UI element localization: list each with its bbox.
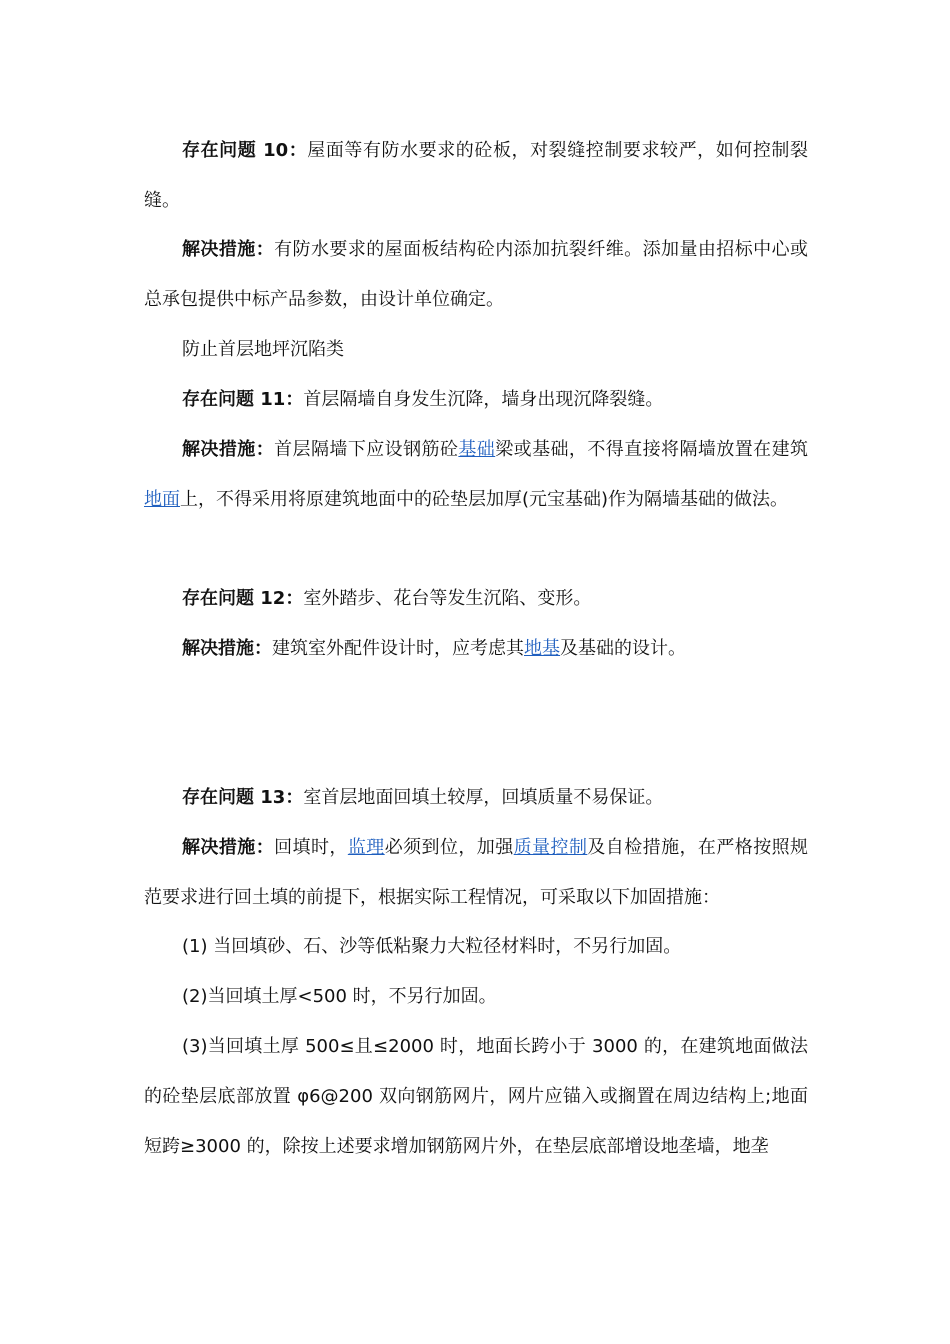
link-jichu[interactable]: 基础 [458, 439, 496, 460]
list-item-3: (3)当回填土厚 500≤且≤2000 时，地面长跨小于 3000 的，在建筑地面做法的砼垫层底部放置 φ6@200 双向钢筋网片，网片应锚入或搁置在周边结构上;地面短跨≥3000 的，除按上述要求增加钢筋网片外，在垫层底部增设地垄墙，地垄 [144, 1036, 808, 1157]
solution-11 [144, 425, 808, 525]
problem-13-label: 存在问题 13： [182, 787, 304, 808]
solution-11-label: 解决措施： [182, 439, 275, 460]
solution-12 [144, 624, 808, 674]
link-jianli[interactable]: 监理 [347, 837, 385, 858]
solution-11-text-2: 梁或基础，不得直接将隔墙放置在建筑 [495, 439, 809, 460]
solution-13-text-3: 及自检措施，在严格按照规范要求进行回土填的前提下，根据实际工程情况，可采取以下加固措施： [144, 837, 809, 908]
solution-12-text-1: 建筑室外配件设计时，应考虑其 [272, 638, 524, 659]
problem-13-text: 室首层地面回填土较厚，回填质量不易保证。 [303, 787, 664, 808]
problem-13 [144, 773, 808, 823]
solution-13-label: 解决措施： [182, 837, 275, 858]
solution-12-text-2: 及基础的设计。 [560, 638, 686, 659]
section-heading: 防止首层地坪沉陷类 [182, 339, 344, 360]
problem-10-label: 存在问题 10： [182, 140, 308, 161]
solution-10-label: 解决措施： [182, 239, 275, 260]
list-item-2: (2)当回填土厚<500 时，不另行加固。 [182, 986, 497, 1007]
problem-10-text: 屋面等有防水要求的砼板，对裂缝控制要求较严，如何控制裂缝。 [144, 140, 808, 211]
solution-12-label: 解决措施： [182, 638, 272, 659]
solution-11-text-1: 首层隔墙下应设钢筋砼 [274, 439, 459, 460]
problem-12-text: 室外踏步、花台等发生沉陷、变形。 [303, 588, 592, 609]
problem-10 [144, 126, 808, 226]
list-item-1: (1) 当回填砂、石、沙等低粘聚力大粒径材料时，不另行加固。 [182, 936, 682, 957]
solution-10 [144, 225, 808, 325]
solution-10-text: 有防水要求的屋面板结构砼内添加抗裂纤维。添加量由招标中心或总承包提供中标产品参数，由设计单位确定。 [144, 239, 809, 310]
problem-11 [144, 375, 808, 425]
solution-13-text-1: 回填时， [274, 837, 348, 858]
link-diji[interactable]: 地基 [524, 638, 560, 659]
link-zhiliang-kongzhi[interactable]: 质量控制 [513, 837, 588, 858]
solution-11-text-3: 上，不得采用将原建筑地面中的砼垫层加厚(元宝基础)作为隔墙基础的做法。 [180, 489, 789, 510]
solution-13-text-2: 必须到位，加强 [384, 837, 514, 858]
problem-12-label: 存在问题 12： [182, 588, 304, 609]
problem-11-text: 首层隔墙自身发生沉降，墙身出现沉降裂缝。 [303, 389, 664, 410]
solution-13 [144, 823, 808, 923]
link-dimian[interactable]: 地面 [144, 489, 180, 510]
problem-12 [144, 574, 808, 624]
problem-11-label: 存在问题 11： [182, 389, 304, 410]
